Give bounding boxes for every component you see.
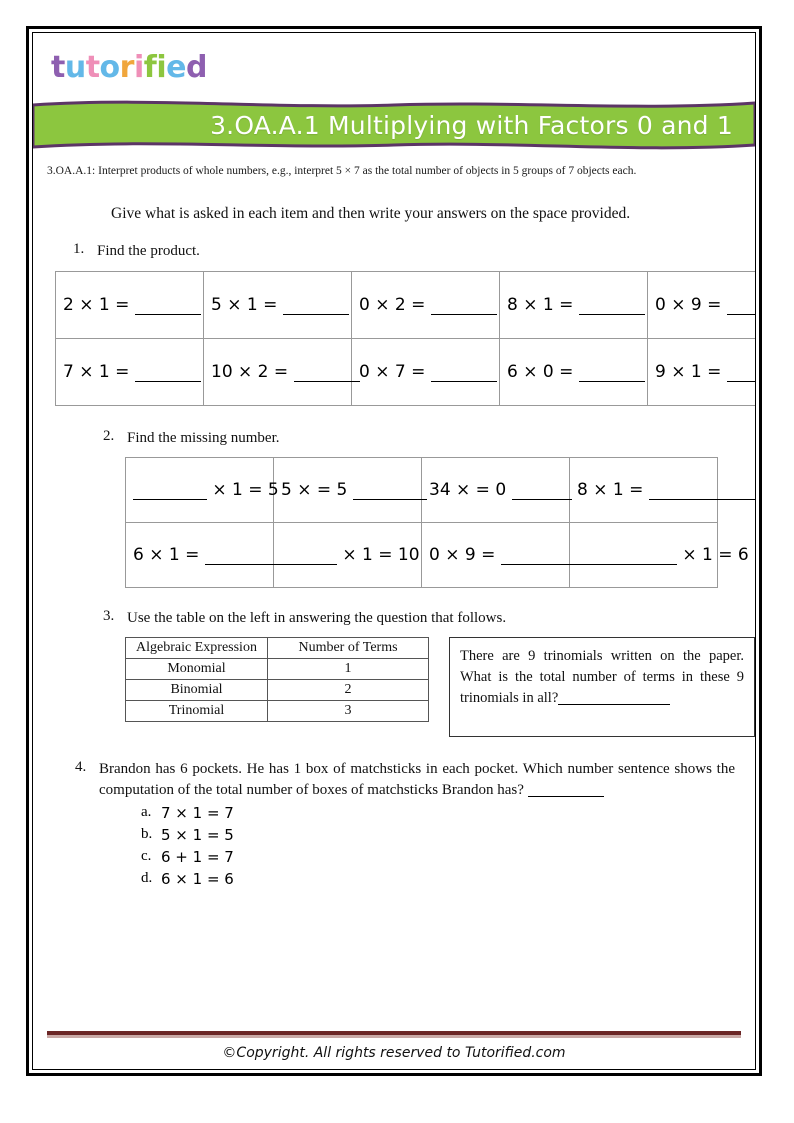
- math-expression: × 1 = 5: [133, 480, 279, 500]
- answer-blank[interactable]: [135, 370, 201, 382]
- cell-terms: 1: [268, 659, 429, 680]
- logo-letter-9: d: [185, 50, 207, 85]
- question-4-answer-blank[interactable]: [528, 785, 604, 797]
- question-3: [103, 608, 755, 629]
- table-row: [126, 458, 718, 523]
- math-expression: 0 × 2 =: [359, 295, 497, 315]
- table-row: [56, 271, 757, 338]
- choice-label: c.: [141, 848, 152, 865]
- worksheet-page: [26, 26, 762, 1076]
- table-row: [126, 659, 429, 680]
- table-header-row: [126, 638, 429, 659]
- math-cell: [352, 271, 500, 338]
- question-2: [103, 428, 755, 449]
- answer-blank[interactable]: [353, 488, 427, 500]
- math-cell: [500, 338, 648, 405]
- math-cell: [648, 338, 757, 405]
- math-expression: 7 × 1 =: [63, 362, 201, 382]
- table-row: [56, 338, 757, 405]
- math-expression: × 1 = 6: [577, 545, 749, 565]
- question-4-prompt: [99, 759, 755, 800]
- math-cell: [274, 458, 422, 523]
- answer-blank[interactable]: [727, 370, 756, 382]
- choice-option-d[interactable]: [141, 870, 755, 888]
- question-1-number: 1.: [73, 241, 85, 257]
- answer-blank[interactable]: [512, 488, 572, 500]
- cell-expression: Trinomial: [126, 701, 268, 722]
- choice-text: 7 × 1 = 7: [161, 804, 234, 823]
- word-problem-text: There are 9 trinomials written on the paper. What is the total number of terms in these 9 trinomials in all?: [460, 648, 744, 707]
- choice-label: a.: [141, 804, 152, 821]
- answer-blank[interactable]: [281, 553, 337, 565]
- answer-blank[interactable]: [579, 303, 645, 315]
- answer-blank[interactable]: [431, 370, 497, 382]
- answer-blank[interactable]: [431, 303, 497, 315]
- math-expression: 0 × 7 =: [359, 362, 497, 382]
- math-expression: 10 × 2 =: [211, 362, 360, 382]
- math-cell: [126, 523, 274, 588]
- cell-terms: 2: [268, 680, 429, 701]
- question-4-text: Brandon has 6 pockets. He has 1 box of matchsticks in each pocket. Which number sentence shows the computation of the total number of boxes of matchsticks Brandon has?: [99, 761, 735, 798]
- page-footer: [33, 1031, 755, 1061]
- math-cell: [204, 338, 352, 405]
- math-expression: 8 × 1 =: [507, 295, 645, 315]
- copyright-text: ©Copyright. All rights reserved to Tutorified.com: [222, 1045, 566, 1061]
- missing-number-grid: [125, 457, 749, 588]
- logo-letter-8: e: [166, 50, 186, 85]
- logo-letter-5: i: [133, 50, 144, 85]
- question-4-choices: [141, 804, 755, 888]
- table-row: [126, 701, 429, 722]
- choice-option-c[interactable]: [141, 848, 755, 866]
- question-4-number: 4.: [75, 759, 87, 776]
- question-1: [73, 241, 755, 262]
- logo-letter-2: t: [85, 50, 100, 85]
- answer-blank[interactable]: [135, 303, 201, 315]
- logo-letter-0: t: [51, 50, 65, 85]
- math-expression: 9 × 1 =: [655, 362, 756, 382]
- page-title: 3.OA.A.1 Multiplying with Factors 0 and 1: [210, 110, 733, 140]
- choice-label: d.: [141, 870, 153, 887]
- math-expression: 34 × = 0: [429, 480, 572, 500]
- table-row: [126, 523, 718, 588]
- math-cell: [204, 271, 352, 338]
- math-cell: [570, 523, 749, 588]
- answer-blank[interactable]: [294, 370, 360, 382]
- question-4: [75, 759, 755, 800]
- math-expression: × 1 = 10: [281, 545, 420, 565]
- math-cell: [274, 523, 422, 588]
- cell-expression: Monomial: [126, 659, 268, 680]
- logo-letter-6: f: [143, 50, 157, 85]
- footer-rule-light: [47, 1035, 741, 1038]
- math-cell: [56, 271, 204, 338]
- math-cell: [422, 458, 570, 523]
- math-expression: 0 × 9 =: [429, 545, 611, 565]
- math-expression: 5 × = 5: [281, 480, 427, 500]
- question-2-number: 2.: [103, 427, 115, 444]
- math-cell: [56, 338, 204, 405]
- math-expression: 8 × 1 =: [577, 480, 756, 500]
- choice-text: 5 × 1 = 5: [161, 826, 234, 845]
- cell-expression: Binomial: [126, 680, 268, 701]
- worksheet-inner-frame: [32, 32, 756, 1070]
- choice-option-a[interactable]: [141, 804, 755, 822]
- logo-letter-3: o: [99, 50, 120, 85]
- answer-blank[interactable]: [579, 370, 645, 382]
- worksheet-content: [33, 183, 755, 888]
- tutorified-logo[interactable]: [51, 50, 207, 85]
- question-3-word-problem: [449, 637, 755, 737]
- standard-description: 3.OA.A.1: Interpret products of whole numbers, e.g., interpret 5 × 7 as the total number of objects in 5 groups of 7 objects each.: [47, 165, 637, 177]
- math-expression: 6 × 0 =: [507, 362, 645, 382]
- cell-terms: 3: [268, 701, 429, 722]
- question-3-number: 3.: [103, 608, 115, 625]
- math-expression: 6 × 1 =: [133, 545, 285, 565]
- title-banner: [33, 95, 755, 155]
- logo-letter-4: r: [119, 50, 134, 85]
- choice-text: 6 × 1 = 6: [161, 870, 234, 889]
- answer-blank[interactable]: [649, 488, 756, 500]
- answer-blank[interactable]: [727, 303, 756, 315]
- product-grid: [55, 271, 756, 406]
- math-cell: [500, 271, 648, 338]
- math-cell: [648, 271, 757, 338]
- word-problem-answer-blank[interactable]: [558, 693, 670, 705]
- math-expression: 5 × 1 =: [211, 295, 349, 315]
- algebraic-terms-table: [125, 637, 429, 722]
- math-cell: [570, 458, 718, 523]
- math-expression: 0 × 9 =: [655, 295, 756, 315]
- table-row: [126, 680, 429, 701]
- answer-blank[interactable]: [283, 303, 349, 315]
- question-2-prompt: Find the missing number.: [127, 429, 280, 446]
- column-header-terms: Number of Terms: [268, 638, 429, 659]
- math-expression: 2 × 1 =: [63, 295, 201, 315]
- answer-blank[interactable]: [133, 488, 207, 500]
- choice-text: 6 + 1 = 7: [161, 848, 234, 867]
- question-3-body: [125, 637, 755, 737]
- logo-letter-7: i: [156, 50, 167, 85]
- answer-blank[interactable]: [577, 553, 677, 565]
- column-header-expression: Algebraic Expression: [126, 638, 268, 659]
- question-1-prompt: Find the product.: [97, 243, 200, 259]
- logo-letter-1: u: [64, 50, 86, 85]
- math-cell: [352, 338, 500, 405]
- math-cell: [126, 458, 279, 523]
- instruction-line: Give what is asked in each item and then write your answers on the space provided.: [111, 205, 631, 222]
- choice-option-b[interactable]: [141, 826, 755, 844]
- choice-label: b.: [141, 826, 153, 843]
- question-3-prompt: Use the table on the left in answering the question that follows.: [127, 610, 507, 627]
- math-cell: [422, 523, 570, 588]
